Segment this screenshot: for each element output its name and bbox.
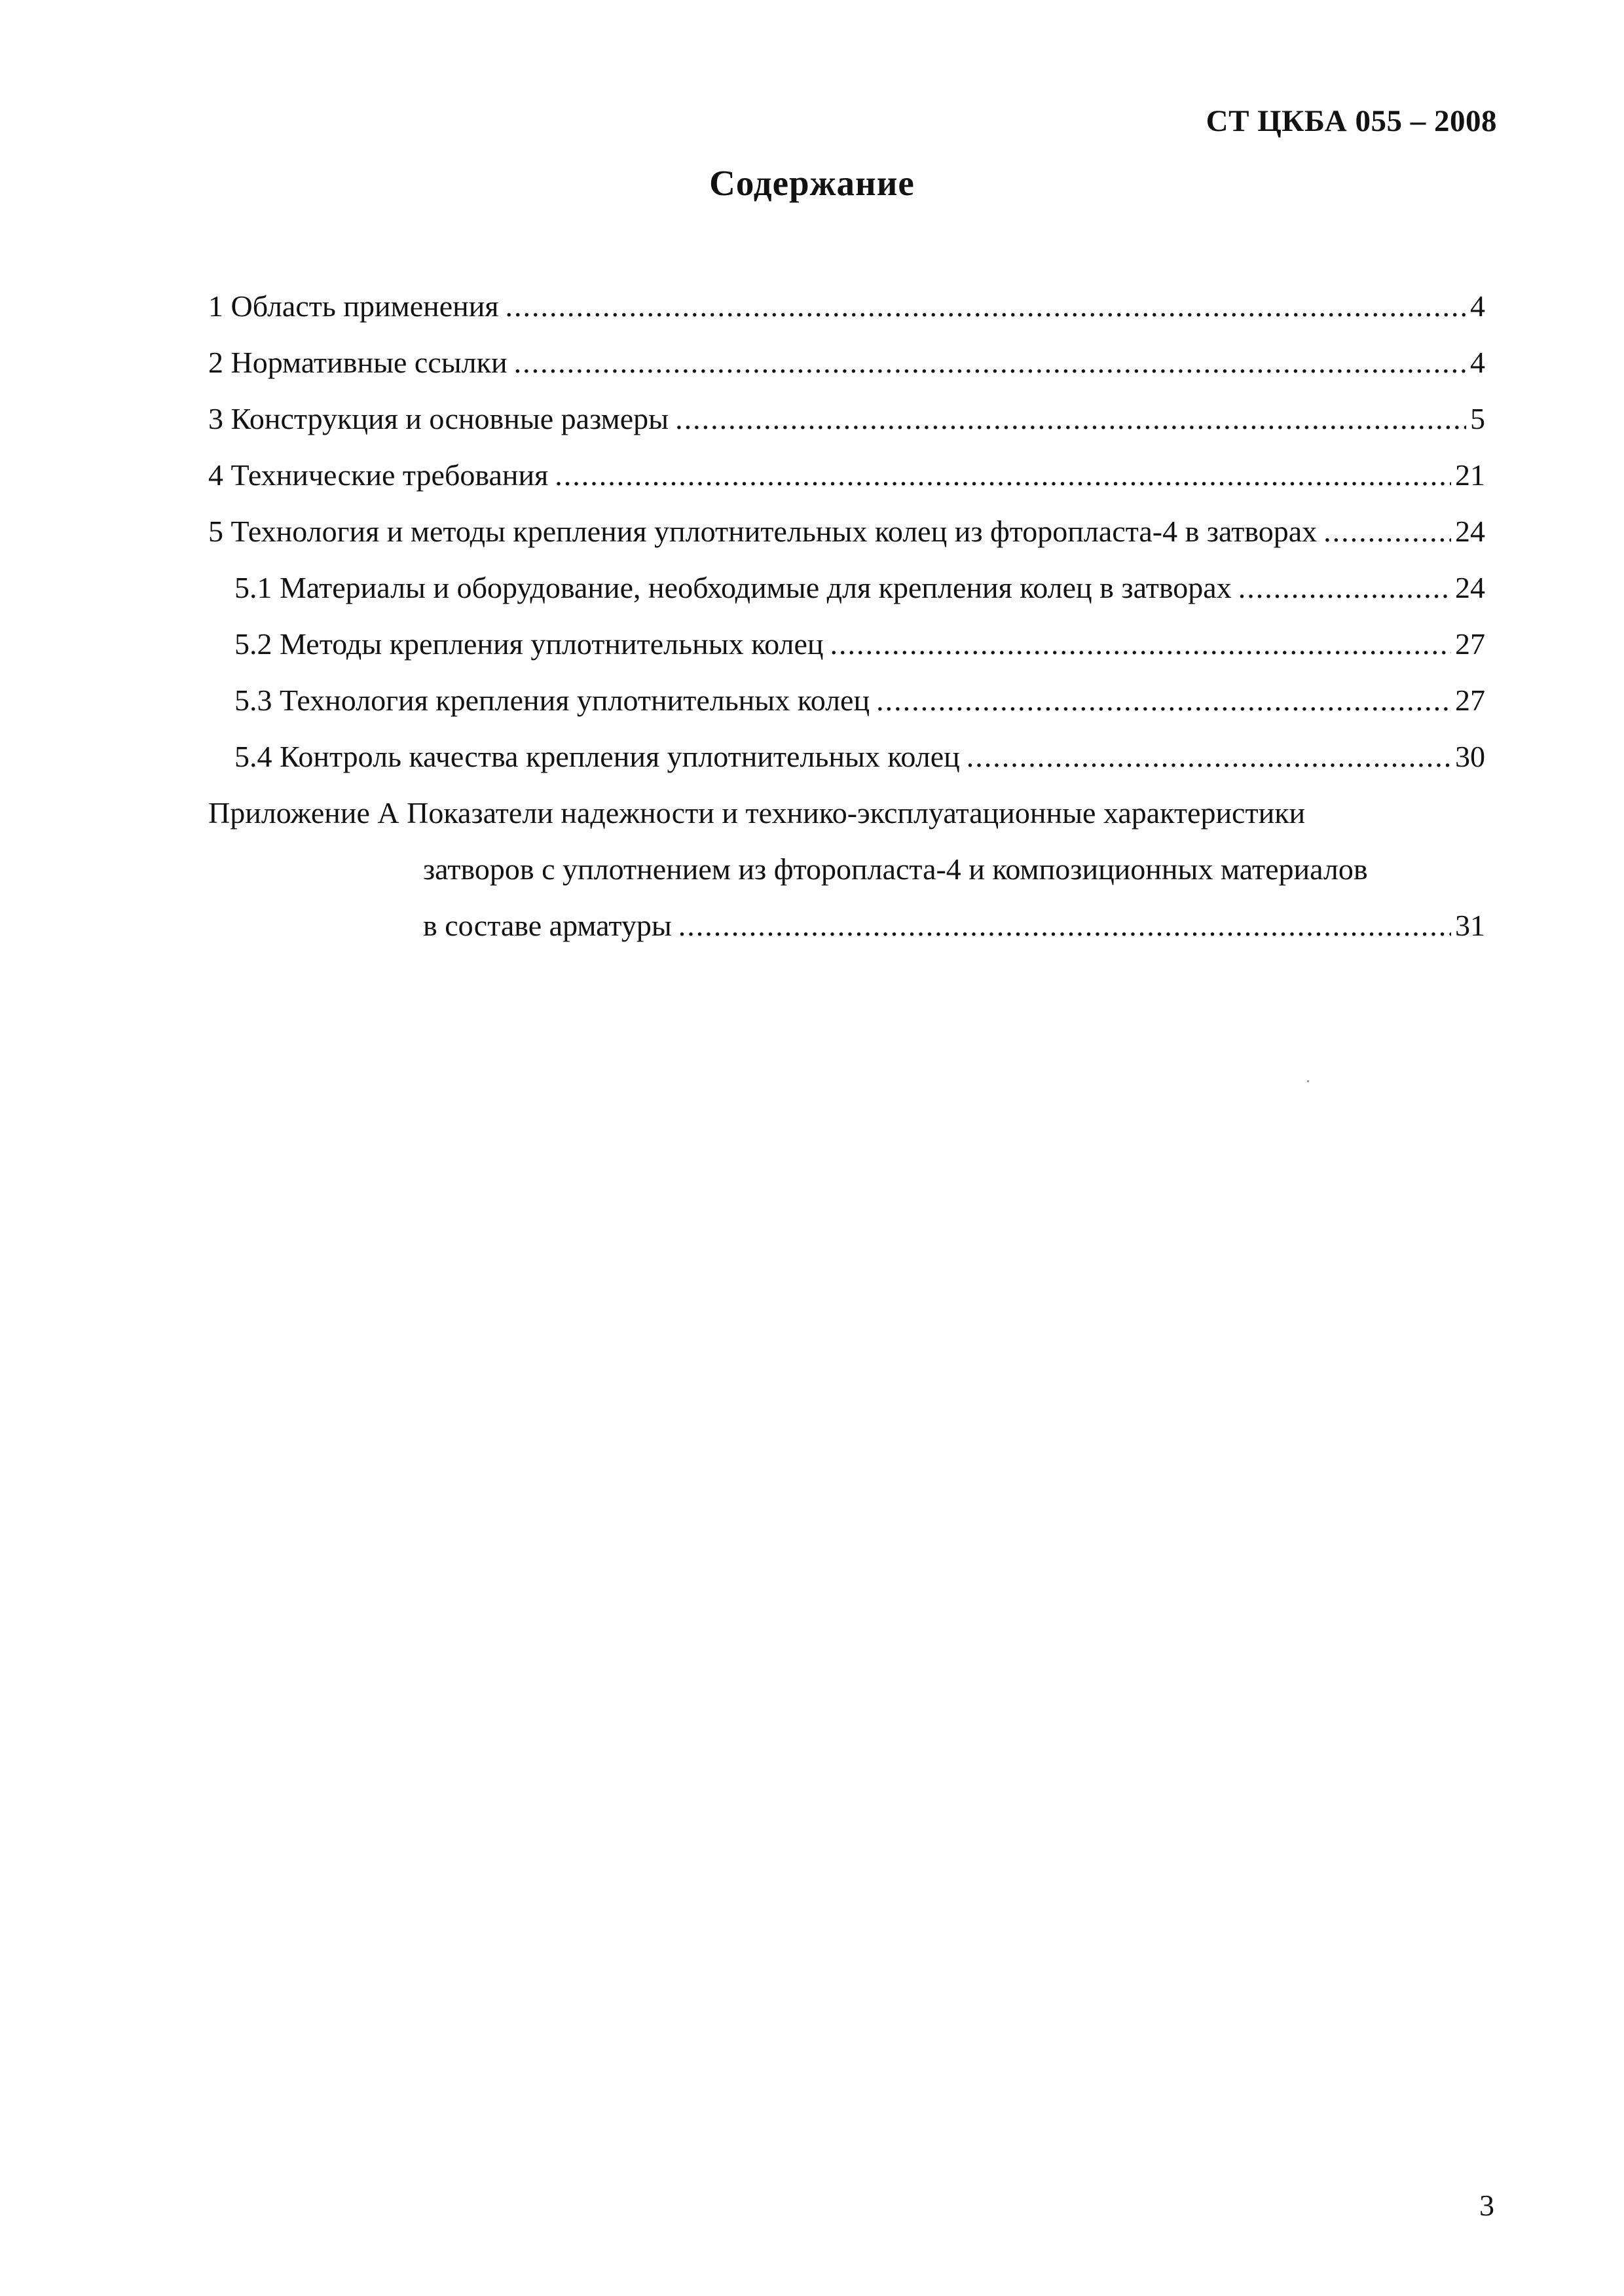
- dot-leader: [967, 729, 1451, 785]
- toc-entry-page: 21: [1455, 458, 1485, 492]
- document-code: СТ ЦКБА 055 – 2008: [1206, 104, 1497, 138]
- toc-entry-label: 5.1 Материалы и оборудование, необходимые для крепления колец в затворах: [234, 571, 1232, 604]
- toc-appendix-line1[interactable]: [208, 785, 1485, 841]
- toc-entry[interactable]: [208, 503, 1485, 560]
- dot-leader: [1238, 560, 1451, 616]
- toc-subentry[interactable]: [208, 729, 1485, 785]
- toc-entry-label: 5.3 Технология крепления уплотнительных колец: [234, 683, 870, 717]
- table-of-contents: [208, 278, 1485, 954]
- toc-subentry[interactable]: [208, 560, 1485, 616]
- dot-leader: [675, 391, 1466, 447]
- toc-entry-label: 1 Область применения: [208, 289, 499, 323]
- toc-entry-label: 5 Технология и методы крепления уплотнительных колец из фторопласта-4 в затворах: [208, 515, 1318, 548]
- toc-entry-page: 24: [1455, 515, 1485, 548]
- dot-leader: [1323, 503, 1451, 560]
- dot-leader: [830, 616, 1451, 672]
- dot-leader: [506, 278, 1466, 335]
- appendix-title-line1: Приложение А Показатели надежности и технико-эксплуатационные характеристики: [208, 796, 1306, 829]
- toc-entry-label: 3 Конструкция и основные размеры: [208, 402, 669, 435]
- toc-entry-page: 24: [1455, 571, 1485, 604]
- toc-entry-label: 2 Нормативные ссылки: [208, 346, 507, 379]
- toc-entry-page: 4: [1470, 289, 1485, 323]
- toc-title: Содержание: [709, 163, 915, 203]
- toc-entry-page: 27: [1455, 627, 1485, 661]
- toc-entry[interactable]: [208, 391, 1485, 447]
- toc-entry-page: 31: [1455, 909, 1485, 942]
- toc-entry-page: 30: [1455, 740, 1485, 773]
- toc-entry-page: 5: [1470, 402, 1485, 435]
- appendix-title-line2: затворов с уплотнением из фторопласта-4 и композиционных материалов: [423, 852, 1368, 886]
- toc-entry-page: 4: [1470, 346, 1485, 379]
- dot-leader: [514, 335, 1466, 391]
- toc-subentry[interactable]: [208, 616, 1485, 672]
- toc-entry-label: 5.2 Методы крепления уплотнительных колец: [234, 627, 824, 661]
- scan-speck: [1307, 1080, 1309, 1082]
- dot-leader: [876, 672, 1451, 729]
- toc-appendix-line3[interactable]: [208, 898, 1485, 954]
- toc-entry-label: 4 Технические требования: [208, 458, 549, 492]
- toc-entry[interactable]: [208, 335, 1485, 391]
- dot-leader: [555, 447, 1451, 503]
- toc-entry-label: 5.4 Контроль качества крепления уплотнительных колец: [234, 740, 960, 773]
- toc-appendix-line2: [208, 841, 1485, 898]
- toc-entry-page: 27: [1455, 683, 1485, 717]
- toc-subentry[interactable]: [208, 672, 1485, 729]
- page-number: 3: [1479, 2189, 1494, 2222]
- appendix-title-line3: в составе арматуры: [423, 909, 672, 942]
- toc-entry[interactable]: [208, 278, 1485, 335]
- dot-leader: [678, 898, 1451, 954]
- toc-entry[interactable]: [208, 447, 1485, 503]
